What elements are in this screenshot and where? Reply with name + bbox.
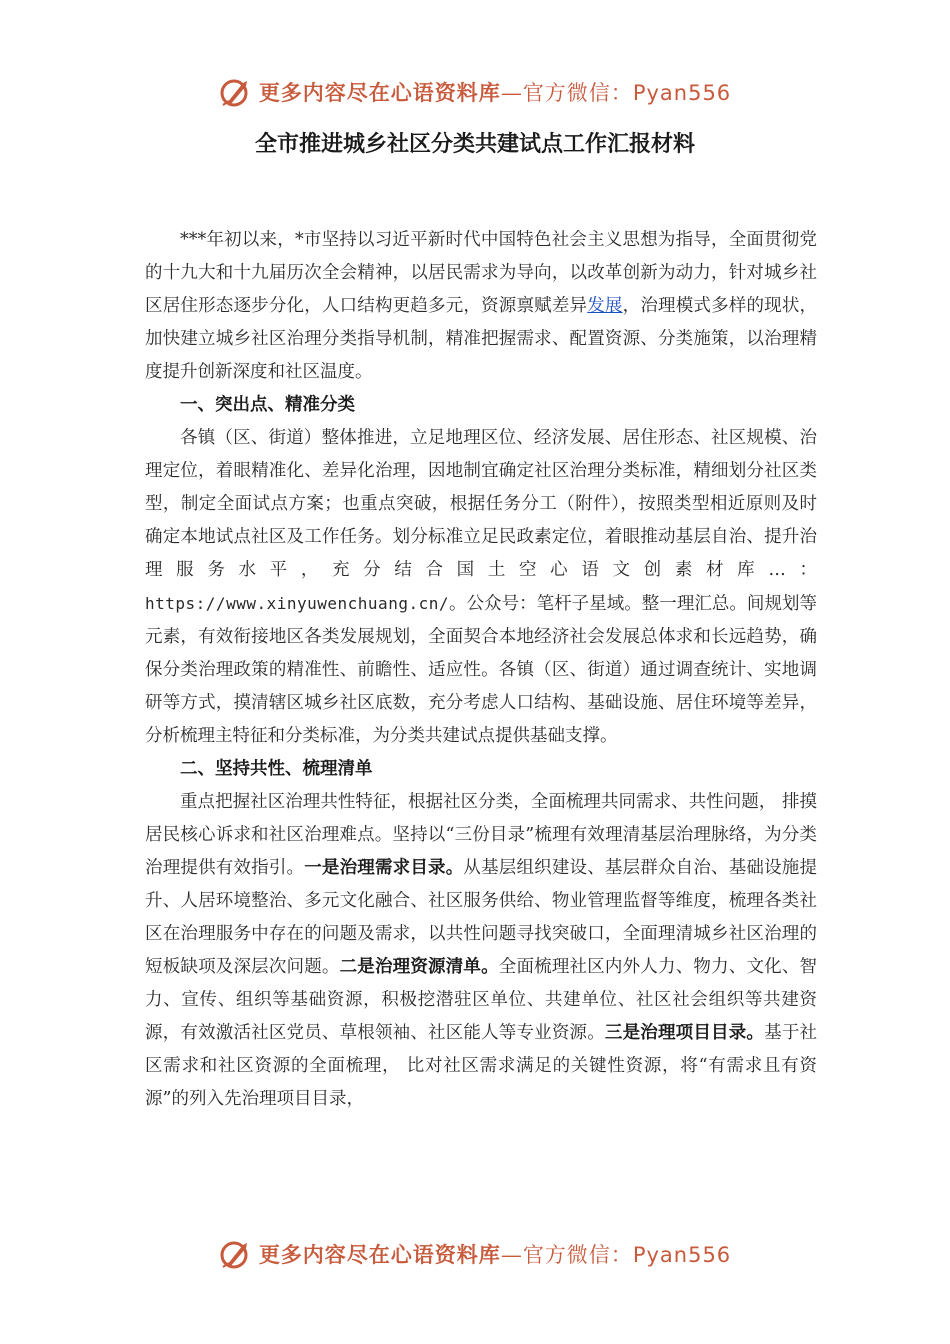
header-banner [0, 72, 950, 112]
banner-text [259, 77, 731, 107]
footer-banner [0, 1234, 950, 1274]
banner-wechat-id: Pyan556 [632, 1243, 732, 1267]
s2-text-4: 基于社区需求和社区资源的全面梳理， 比对社区需求满足的关键性资源，将“有需求且有资源”的列入先治理项目目录， [145, 1023, 818, 1109]
section2-heading: 二、坚持共性、梳理清单 [180, 759, 373, 779]
s2-bold-2: 二是治理资源清单。 [339, 957, 499, 977]
section1-url: https://www.xinyuwenchuang.cn/ [145, 594, 449, 613]
intro-text-2: ，治理模式多样的现状，加快建立城乡社区治理分类指导机制，精准把握需求、配置资源、分类施策，以治理精度提升创新深度和社区温度。 [145, 296, 818, 382]
s2-bold-1: 一是治理需求目录。 [304, 858, 464, 878]
banner-wechat-label: —官方微信： [500, 1243, 633, 1267]
section1-paragraph [145, 422, 817, 753]
banner-wechat-label: —官方微信： [500, 81, 633, 105]
s2-bold-3: 三是治理项目目录。 [604, 1023, 765, 1043]
section1-text-1: 各镇（区、街道）整体推进，立足地理区位、经济发展、居住形态、社区规模、治理定位，着眼精准化、差异化治理，因地制宜确定社区治理分类标准，精细划分社区类型，制定全面试点方案；也重点突破，根据任务分工（附件），按照类型相近原则及时确定本地试点社区及工作任务。划分标准立足民政素定位，着眼推动基层自治、提升治理服务水平，充分结合国土空心语文创素材库…： [145, 428, 817, 580]
document-body [145, 224, 817, 1116]
section1-heading: 一、突出点、精准分类 [180, 395, 355, 415]
banner-main-text: 更多内容尽在心语资料库 [258, 1242, 501, 1267]
banner-text [259, 1239, 731, 1269]
s2-text-3: 全面梳理社区内外人力、物力、文化、智力、宣传、组织等基础资源，积极挖潜驻区单位、共建单位、社区社会组织等共建资源，有效激活社区党员、草根领袖、社区能人等专业资源。 [145, 957, 818, 1043]
fazhan-link[interactable]: 发展 [587, 296, 623, 316]
pen-logo-icon [219, 1237, 253, 1271]
s2-text-1: 重点把握社区治理共性特征，根据社区分类，全面梳理共同需求、共性问题， 排摸居民核心诉求和社区治理难点。坚持以“三份目录”梳理有效理清基层治理脉络，为分类治理提供有效指引。 [145, 792, 817, 878]
intro-text-1: ***年初以来，*市坚持以习近平新时代中国特色社会主义思想为指导，全面贯彻党的十九大和十九届历次全会精神，以居民需求为导向，以改革创新为动力，针对城乡社区居住形态逐步分化，人口结构更趋多元，资源禀赋差异 [145, 230, 817, 316]
banner-main-text: 更多内容尽在心语资料库 [258, 80, 501, 105]
s2-text-2: 从基层组织建设、基层群众自治、基础设施提升、人居环境整治、多元文化融合、社区服务供给、物业管理监督等维度，梳理各类社区在治理服务中存在的问题及需求，以共性问题寻找突破口，全面理清城乡社区治理的短板缺项及深层次问题。 [145, 858, 817, 977]
section2-paragraph [145, 786, 817, 1116]
document-title: 全市推进城乡社区分类共建试点工作汇报材料 [254, 132, 695, 157]
pen-logo-icon [219, 75, 253, 109]
banner-wechat-id: Pyan556 [632, 81, 732, 105]
intro-paragraph [145, 224, 817, 389]
section1-text-2: 。公众号：笔杆子星域。整一理汇总。间规划等元素，有效衔接地区各类发展规划，全面契合本地经济社会发展总体求和长远趋势，确保分类治理政策的精准性、前瞻性、适应性。各镇（区、街道）通过调查统计、实地调研等方式，摸清辖区城乡社区底数，充分考虑人口结构、基础设施、居住环境等差异，分析梳理主特征和分类标准，为分类共建试点提供基础支撑。 [145, 594, 817, 746]
